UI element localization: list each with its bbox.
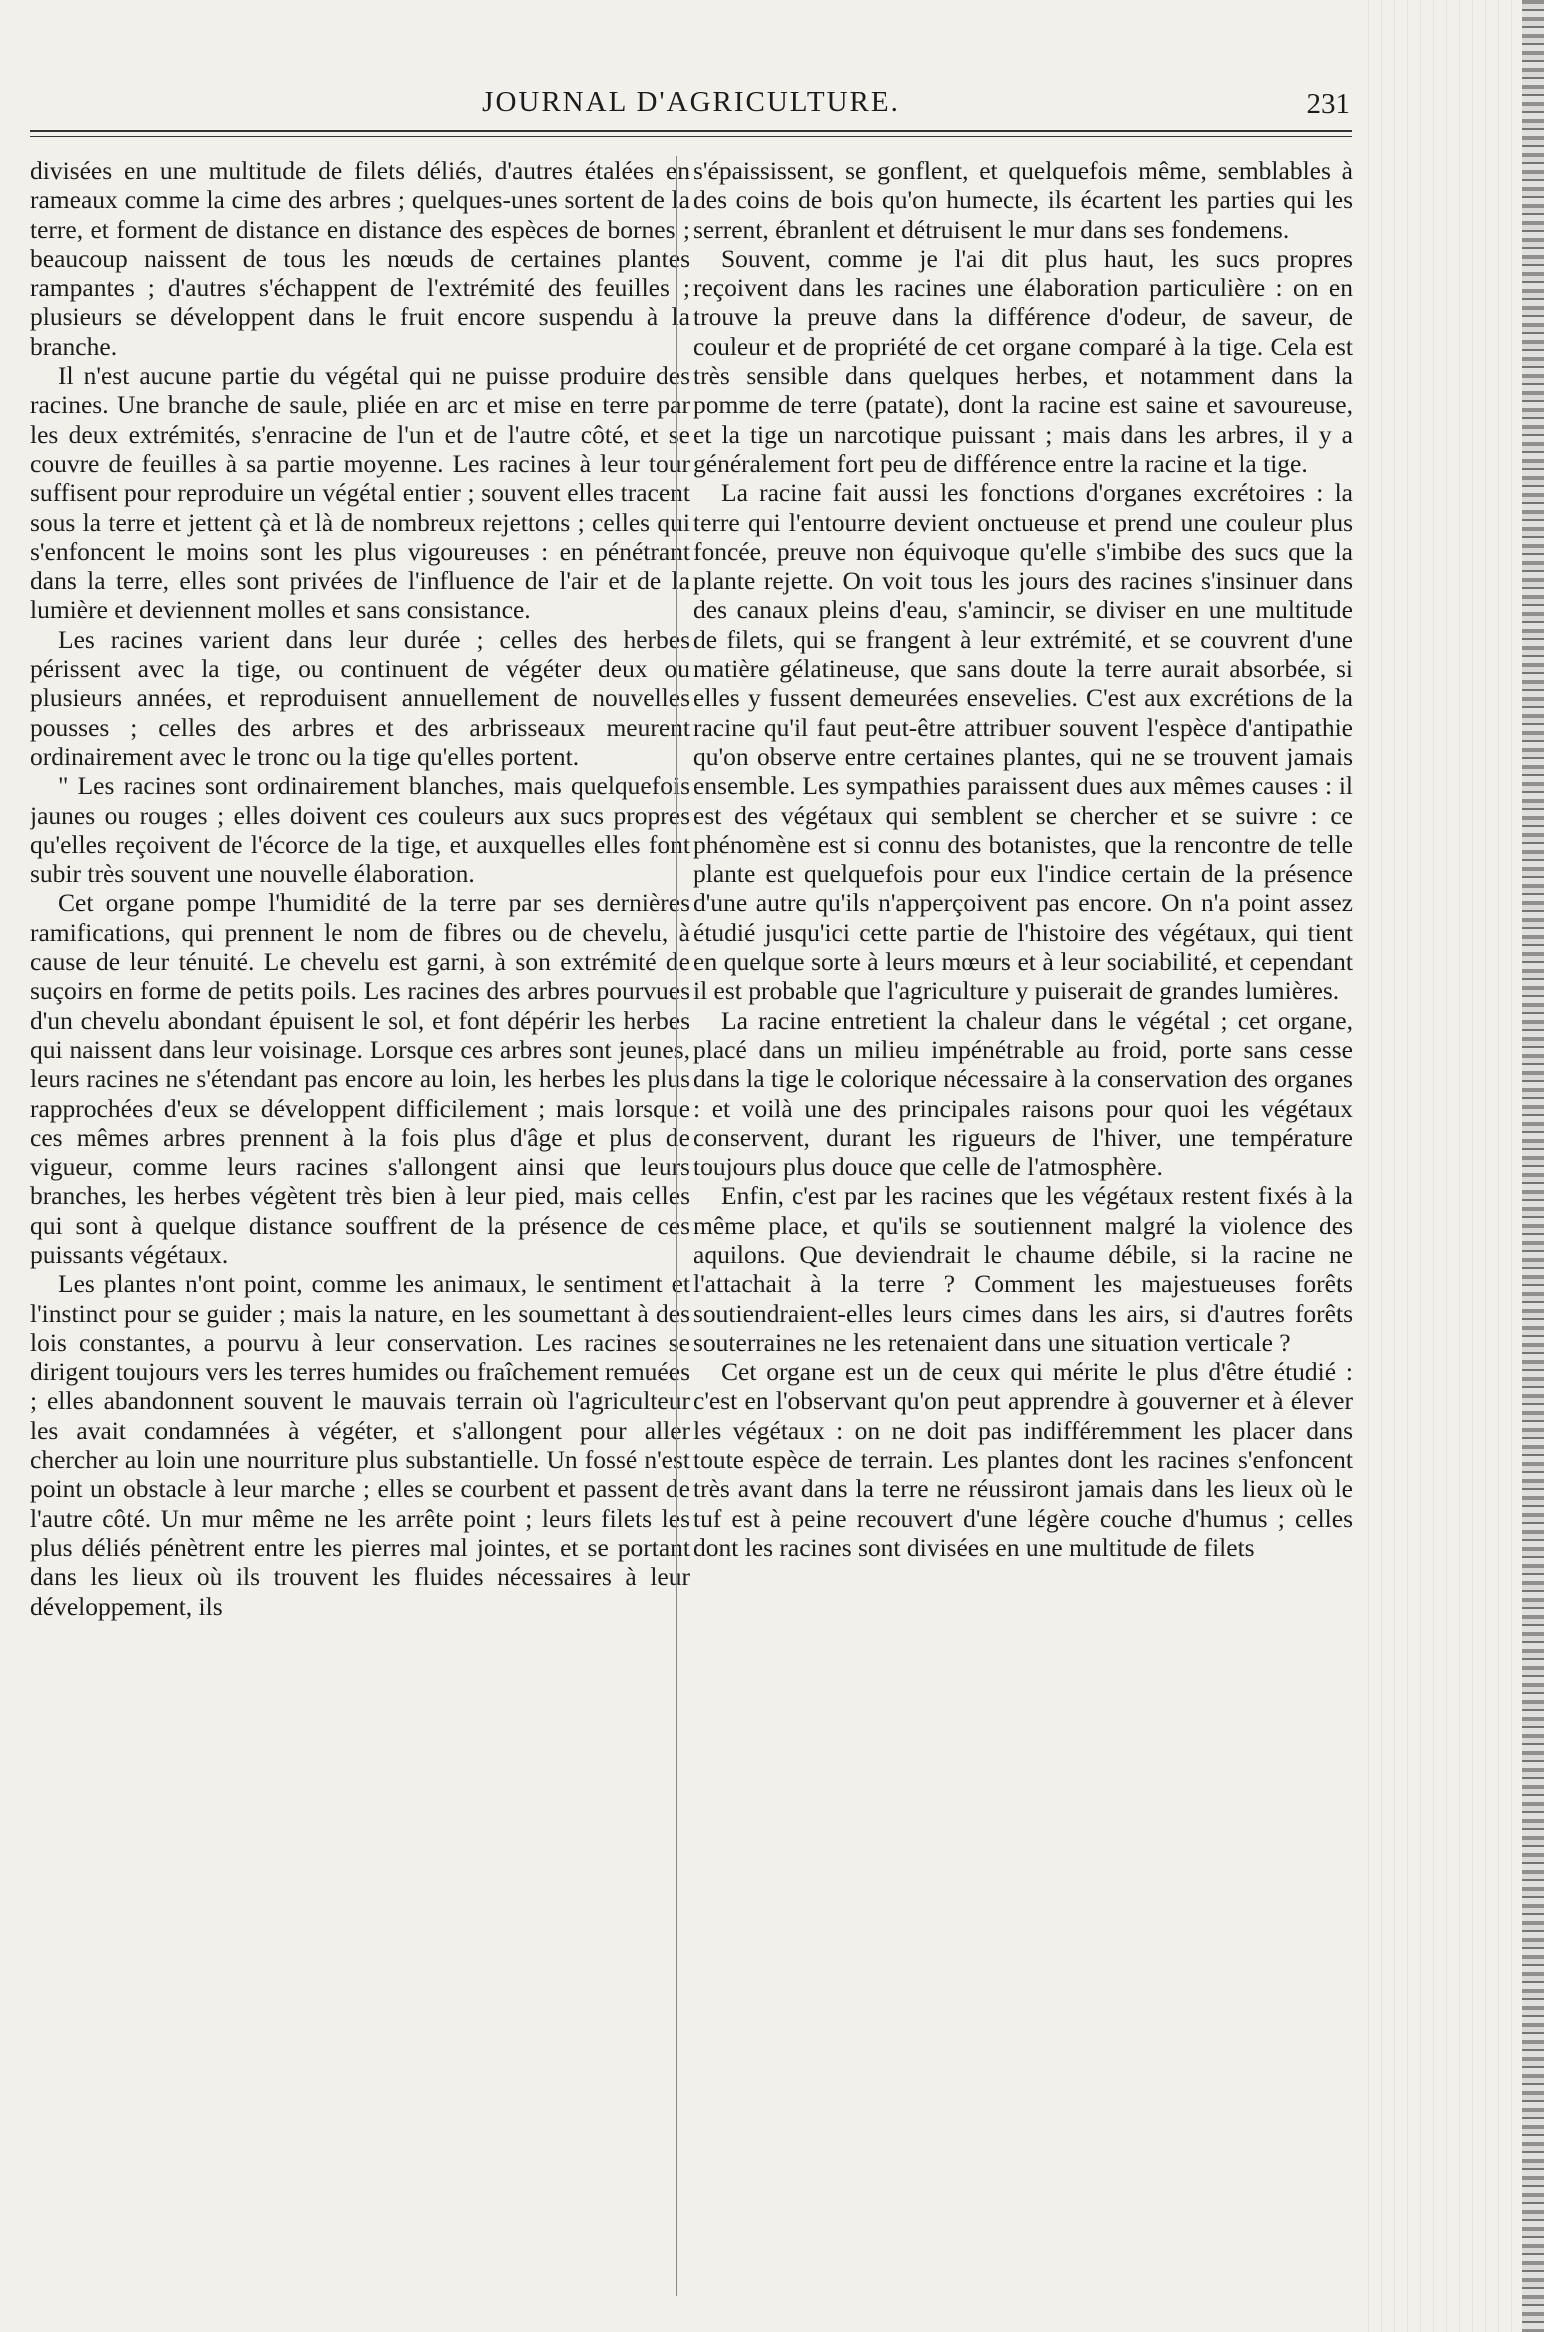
paragraph: divisées en une multitude de filets déliés, d'autres étalées en rameaux comme la cime des arbres ; quelques-unes sortent de la terre, et forment de distance en distance des espèces de bornes ; beaucoup naissent de tous les nœuds de certaines plantes rampantes ; d'autres s'échappent de l'extrémité des feuilles ; plusieurs se développent dans le fruit encore suspendu à la branche. bbox=[30, 156, 690, 361]
page-edge-texture bbox=[1362, 0, 1522, 2332]
paragraph: Les plantes n'ont point, comme les animaux, le sentiment et l'instinct pour se guider ; mais la nature, en les soumettant à des lois constantes, a pourvu à leur conservation. Les racines se dirigent toujours vers les terres humides ou fraîchement remuées ; elles abandonnent souvent le mauvais terrain où l'agriculteur les avait condamnées à végéter, et s'allongent pour aller chercher au loin une nourriture plus substantielle. Un fossé n'est point un obstacle à leur marche ; elles se courbent et passent de l'autre côté. Un mur même ne les arrête point ; leurs filets les plus déliés pénètrent entre les pierres mal jointes, et se portant dans les lieux où ils trouvent les fluides nécessaires à leur développement, ils bbox=[30, 1269, 690, 1621]
paragraph: Il n'est aucune partie du végétal qui ne puisse produire des racines. Une branche de saule, pliée en arc et mise en terre par les deux extrémités, s'enracine de l'un et de l'autre côté, et se couvre de feuilles à sa partie moyenne. Les racines à leur tour suffisent pour reproduire un végétal entier ; souvent elles tracent sous la terre et jettent çà et là de nombreux rejettons ; celles qui s'enfoncent le moins sont les plus vigoureuses : en pénétrant dans la terre, elles sont privées de l'influence de l'air et de la lumière et deviennent molles et sans consistance. bbox=[30, 361, 690, 625]
page-number: 231 bbox=[1306, 88, 1350, 120]
right-column bbox=[693, 156, 1353, 2306]
paragraph: Cet organe est un de ceux qui mérite le plus d'être étudié : c'est en l'observant qu'on peut apprendre à gouverner et à élever les végétaux : on ne doit pas indifféremment les placer dans toute espèce de terrain. Les plantes dont les racines s'enfoncent très avant dans la terre ne réussiront jamais dans les lieux où le tuf est à peine recouvert d'une légère couche d'humus ; celles dont les racines sont divisées en une multitude de filets bbox=[693, 1357, 1353, 1562]
left-column bbox=[30, 156, 690, 2306]
paragraph: La racine entretient la chaleur dans le végétal ; cet organe, placé dans un milieu impénétrable au froid, porte sans cesse dans la tige le colorique nécessaire à la conservation des organes : et voilà une des principales raisons pour quoi les végétaux conservent, durant les rigueurs de l'hiver, une température toujours plus douce que celle de l'atmosphère. bbox=[693, 1005, 1353, 1182]
paragraph: Souvent, comme je l'ai dit plus haut, les sucs propres reçoivent dans les racines une élaboration particulière : on en trouve la preuve dans la différence d'odeur, de saveur, de couleur et de propriété de cet organe comparé à la tige. Cela est très sensible dans quelques herbes, et notamment dans la pomme de terre (patate), dont la racine est saine et savoureuse, et la tige un narcotique puissant ; mais dans les arbres, il y a généralement fort peu de différence entre la racine et la tige. bbox=[693, 243, 1353, 478]
binding-edge bbox=[1522, 0, 1544, 2332]
paragraph: Enfin, c'est par les racines que les végétaux restent fixés à la même place, et qu'ils se soutiennent malgré la violence des aquilons. Que deviendrait le chaume débile, si la racine ne l'attachait à la terre ? Comment les majestueuses forêts soutiendraient-elles leurs cimes dans les airs, si d'autres forêts souterraines ne les retenaient dans une situation verticale ? bbox=[693, 1181, 1353, 1357]
paragraph: " Les racines sont ordinairement blanches, mais quelquefois jaunes ou rouges ; elles doivent ces couleurs aux sucs propres qu'elles reçoivent de l'écorce de la tige, et auxquelles elles font subir très souvent une nouvelle élaboration. bbox=[30, 771, 690, 889]
running-title: JOURNAL D'AGRICULTURE. bbox=[482, 86, 900, 118]
page-header bbox=[30, 86, 1352, 128]
header-rule-thin bbox=[30, 136, 1352, 137]
paragraph: Cet organe pompe l'humidité de la terre par ses dernières ramifications, qui prennent le nom de fibres ou de chevelu, à cause de leur ténuité. Le chevelu est garni, à son extrémité de suçoirs en forme de petits poils. Les racines des arbres pourvues d'un chevelu abondant épuisent le sol, et font dépérir les herbes qui naissent dans leur voisinage. Lorsque ces arbres sont jeunes, leurs racines ne s'étendant pas encore au loin, les herbes les plus rapprochées d'eux se développent difficilement ; mais lorsque ces mêmes arbres prennent à la fois plus d'âge et plus de vigueur, comme leurs racines s'allongent ainsi que leurs branches, les herbes végètent très bien à leur pied, mais celles qui sont à quelque distance souffrent de la présence de ces puissants végétaux. bbox=[30, 888, 690, 1269]
paragraph: Les racines varient dans leur durée ; celles des herbes périssent avec la tige, ou continuent de végéter deux ou plusieurs années, et reproduisent annuellement de nouvelles pousses ; celles des arbres et des arbrisseaux meurent ordinairement avec le tronc ou la tige qu'elles portent. bbox=[30, 624, 690, 771]
paragraph: La racine fait aussi les fonctions d'organes excrétoires : la terre qui l'entourre devient onctueuse et prend une couleur plus foncée, preuve non équivoque qu'elle s'imbibe des sucs que la plante rejette. On voit tous les jours des racines s'insinuer dans des canaux pleins d'eau, s'amincir, se diviser en une multitude de filets, qui se frangent à leur extrémité, et se couvrent d'une matière gélatineuse, que sans doute la terre aurait absorbée, si elles y fussent demeurées ensevelies. C'est aux excrétions de la racine qu'il faut peut-être attribuer souvent l'espèce d'antipathie qu'on observe entre certaines plantes, qui ne se trouvent jamais ensemble. Les sympathies paraissent dues aux mêmes causes : il est des végétaux qui semblent se chercher et se suivre : ce phénomène est si connu des botanistes, que la rencontre de telle plante est quelquefois pour eux l'indice certain de la présence d'une autre qu'ils n'apperçoivent pas encore. On n'a point assez étudié jusqu'ici cette partie de l'histoire des végétaux, qui tient en quelque sorte à leurs mœurs et à leur sociabilité, et cependant il est probable que l'agriculture y puiserait de grandes lumières. bbox=[693, 478, 1353, 1006]
header-rule bbox=[30, 130, 1352, 132]
column-divider bbox=[676, 156, 677, 2296]
paragraph: s'épaississent, se gonflent, et quelquefois même, semblables à des coins de bois qu'on humecte, ils écartent les parties qui les serrent, ébranlent et détruisent le mur dans ses fondemens. bbox=[693, 156, 1353, 244]
